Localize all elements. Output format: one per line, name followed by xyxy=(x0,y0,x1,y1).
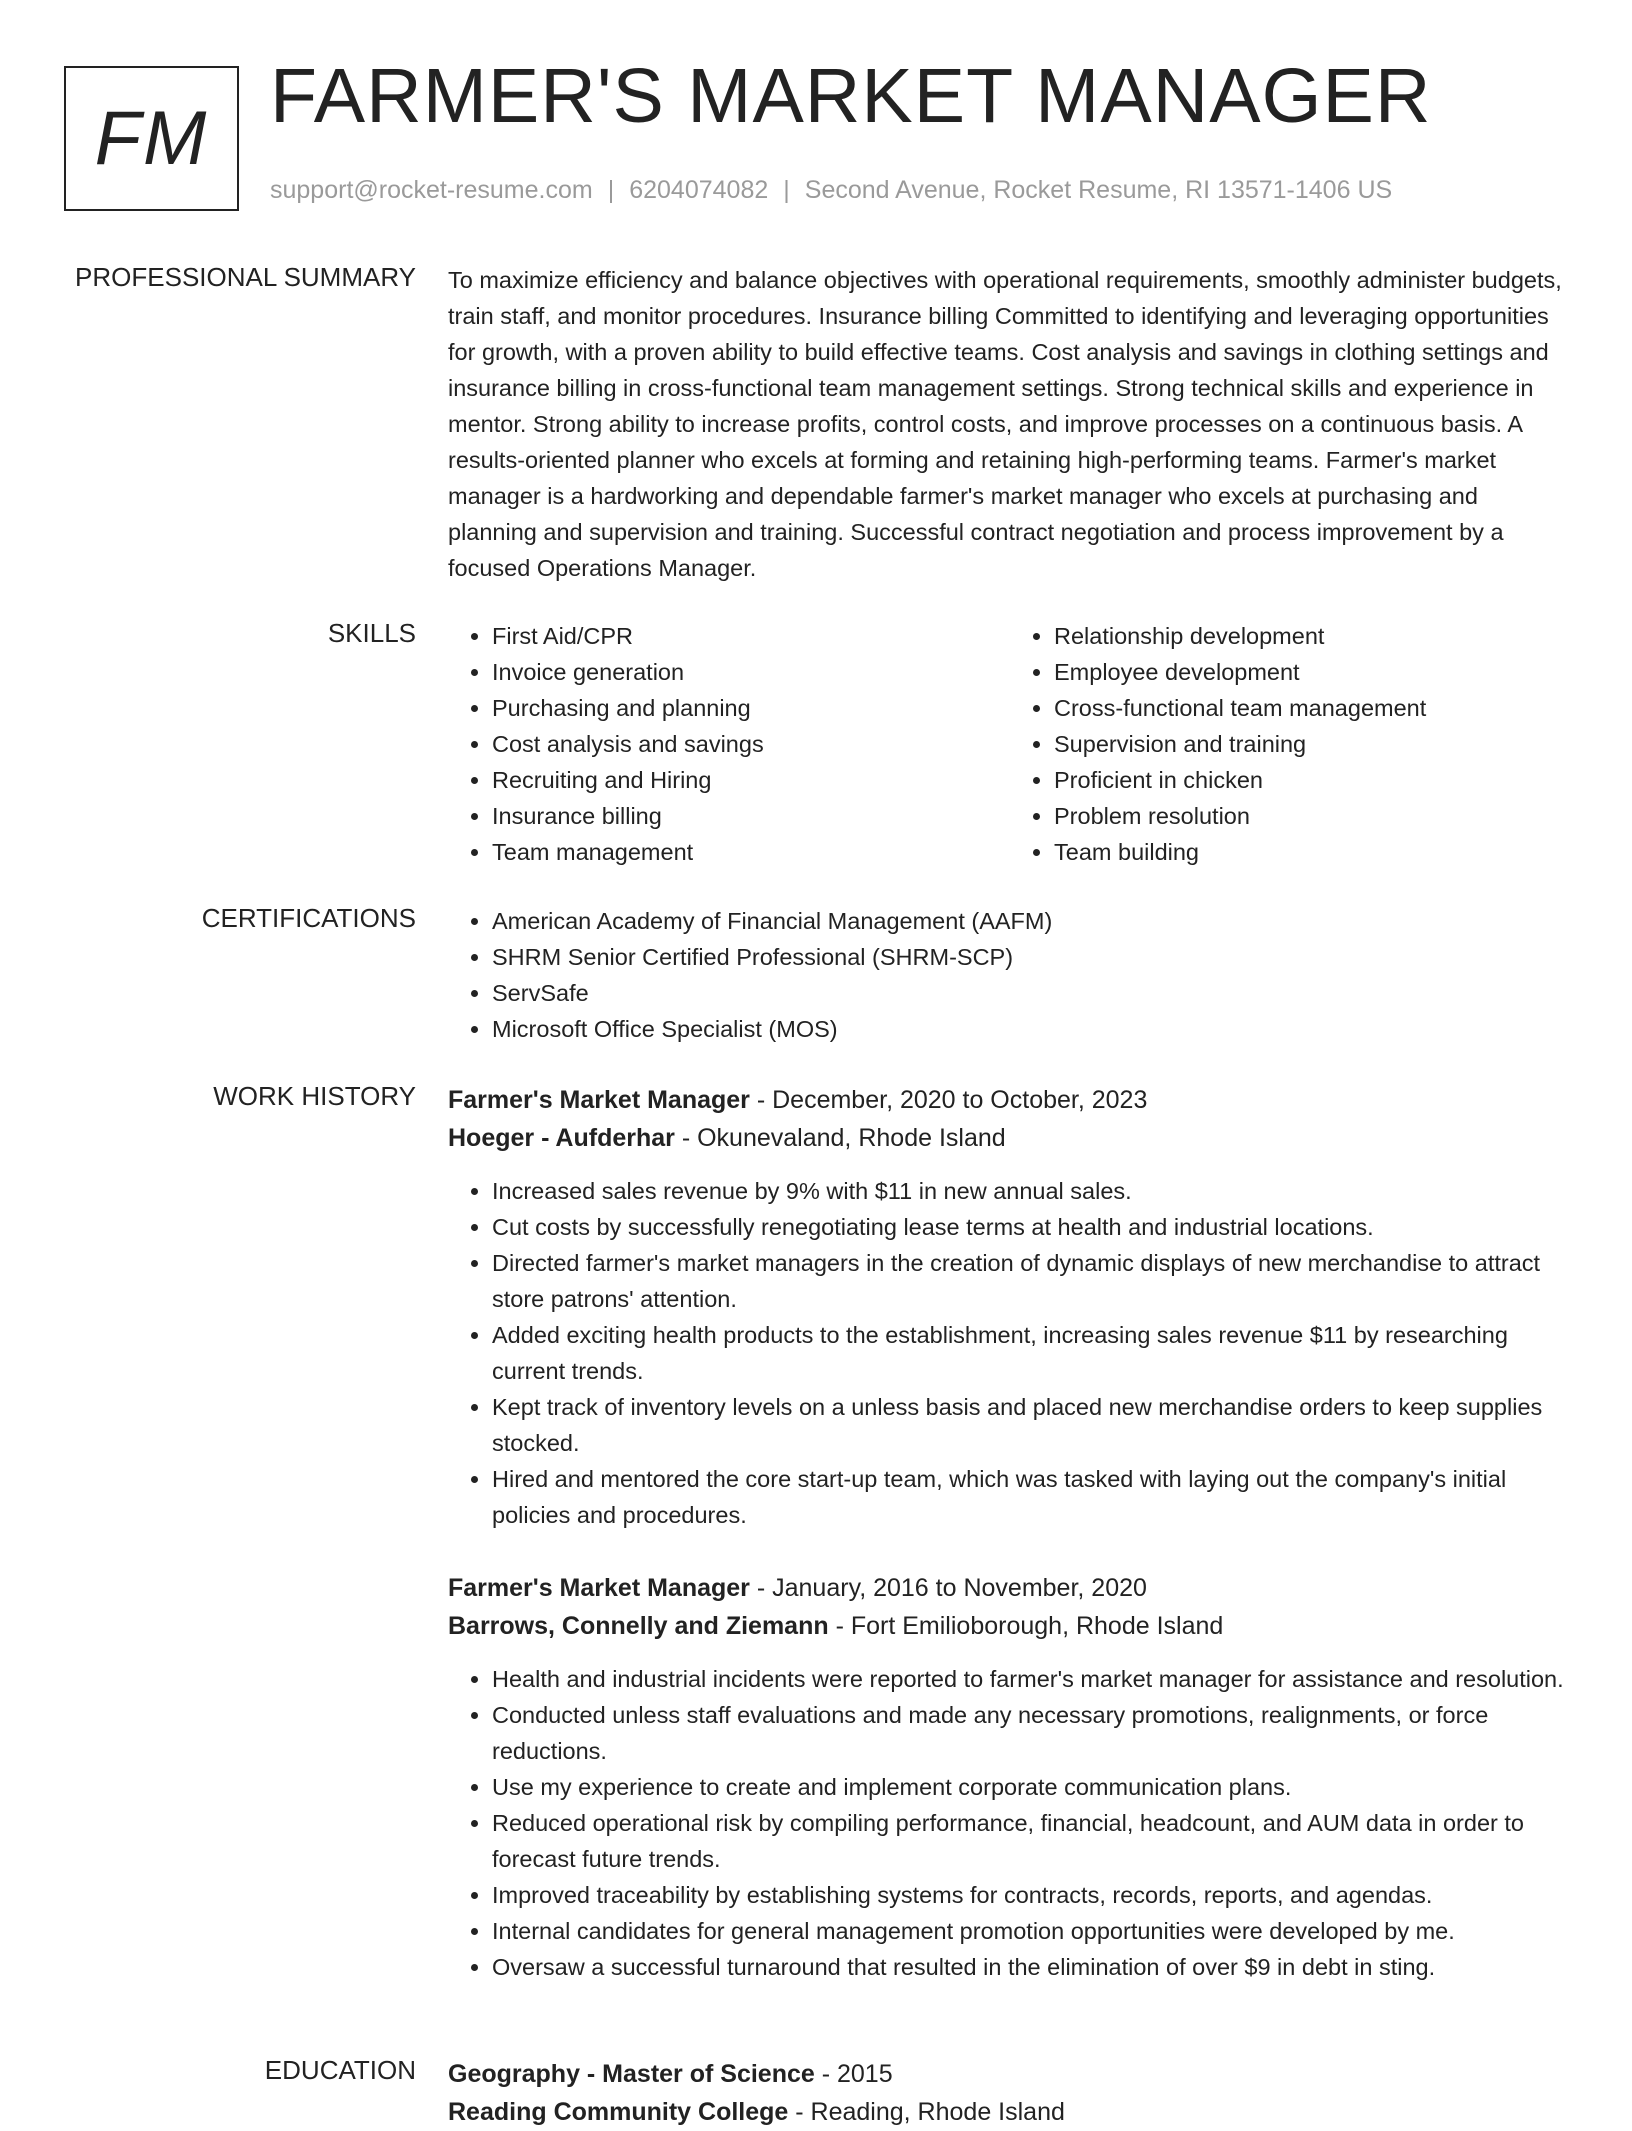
education-location: - Reading, Rhode Island xyxy=(788,2098,1065,2126)
contact-separator: | xyxy=(607,176,615,204)
job-title-line xyxy=(448,1569,1572,1607)
certifications-label: CERTIFICATIONS xyxy=(201,903,416,933)
job-bullet: • Internal candidates for general management promotion opportunities were developed by me. xyxy=(492,1913,1572,1949)
contact-separator: | xyxy=(783,176,790,204)
skills-content xyxy=(448,618,1572,870)
job-company: Barrows, Connelly and Ziemann xyxy=(448,1612,829,1640)
monogram-initials: FM xyxy=(94,96,209,181)
monogram-box xyxy=(64,66,239,211)
summary-text: To maximize efficiency and balance objectives with operational requirements, smoothly administer budgets, train staff, and monitor procedures. Insurance billing Committed to identifying and leveraging opportunities for growth, with a proven ability to build effective teams. Cost analysis and savings in clothing settings and insurance billing in cross-functional team management settings. Strong technical skills and experience in mentor. Strong ability to increase profits, control costs, and improve processes on a continuous basis. A results-oriented planner who excels at forming and retaining high-performing teams. Farmer's market manager is a hardworking and dependable farmer's market manager who excels at purchasing and planning and supervision and training. Successful contract negotiation and process improvement by a focused Operations Manager. xyxy=(448,267,1562,581)
education-label: EDUCATION xyxy=(264,2055,416,2085)
job-bullet: • Improved traceability by establishing systems for contracts, records, reports, and agendas. xyxy=(492,1877,1572,1913)
certifications-content xyxy=(448,903,1572,1047)
skill-item: • Problem resolution xyxy=(1054,798,1572,834)
education-school: Reading Community College xyxy=(448,2098,789,2126)
resume-title: FARMER'S MARKET MANAGER xyxy=(270,53,1432,139)
job-title-line xyxy=(448,1081,1572,1119)
skill-item: • Supervision and training xyxy=(1054,726,1572,762)
job-bullets xyxy=(448,1661,1572,1985)
certification-item: • ServSafe xyxy=(492,975,1572,1011)
job-bullets xyxy=(448,1173,1572,1533)
job-bullet: • Increased sales revenue by 9% with $11 in new annual sales. xyxy=(492,1173,1572,1209)
education-school-line xyxy=(448,2093,1572,2131)
job-bullet: • Kept track of inventory levels on a unless basis and placed new merchandise orders to keep supplies stocked. xyxy=(492,1389,1572,1461)
work-history-content xyxy=(448,1569,1572,1985)
job-bullet: • Health and industrial incidents were reported to farmer's market manager for assistance and resolution. xyxy=(492,1661,1572,1697)
skill-item: • Proficient in chicken xyxy=(1054,762,1572,798)
skill-item: • Invoice generation xyxy=(492,654,1010,690)
summary-label: PROFESSIONAL SUMMARY xyxy=(75,262,416,292)
certification-item: • American Academy of Financial Management (AAFM) xyxy=(492,903,1572,939)
skill-item: • Cross-functional team management xyxy=(1054,690,1572,726)
certification-item: • SHRM Senior Certified Professional (SHRM-SCP) xyxy=(492,939,1572,975)
contact-phone[interactable]: 6204074082 xyxy=(629,176,769,204)
skill-item: • Cost analysis and savings xyxy=(492,726,1010,762)
job-location: - Fort Emilioborough, Rhode Island xyxy=(828,1612,1224,1640)
job-bullet: • Added exciting health products to the establishment, increasing sales revenue $11 by researching current trends. xyxy=(492,1317,1572,1389)
skill-item: • Team management xyxy=(492,834,1010,870)
job-dates: - January, 2016 to November, 2020 xyxy=(749,1574,1147,1602)
job-company-line xyxy=(448,1607,1572,1645)
skill-item: • Employee development xyxy=(1054,654,1572,690)
job-company: Hoeger - Aufderhar xyxy=(448,1124,675,1152)
job-title: Farmer's Market Manager xyxy=(448,1086,750,1114)
job-bullet: • Hired and mentored the core start-up team, which was tasked with laying out the company's initial policies and procedures. xyxy=(492,1461,1572,1533)
skill-item: • Purchasing and planning xyxy=(492,690,1010,726)
skill-item: • Relationship development xyxy=(1054,618,1572,654)
job-company-line xyxy=(448,1119,1572,1157)
job-bullet: • Directed farmer's market managers in the creation of dynamic displays of new merchandise to attract store patrons' attention. xyxy=(492,1245,1572,1317)
skills-list-left xyxy=(448,618,1010,870)
skills-label: SKILLS xyxy=(327,618,416,648)
job-title: Farmer's Market Manager xyxy=(448,1574,750,1602)
job-bullet: • Conducted unless staff evaluations and made any necessary promotions, realignments, or force reductions. xyxy=(492,1697,1572,1769)
job-entry xyxy=(448,1569,1572,1985)
contact-line xyxy=(270,176,1392,205)
skill-item: • Team building xyxy=(1054,834,1572,870)
job-bullet: • Use my experience to create and implement corporate communication plans. xyxy=(492,1769,1572,1805)
skill-item: • Recruiting and Hiring xyxy=(492,762,1010,798)
work-history-label: WORK HISTORY xyxy=(213,1081,416,1111)
job-bullet: • Oversaw a successful turnaround that resulted in the elimination of over $9 in debt in sting. xyxy=(492,1949,1572,1985)
skill-item: • Insurance billing xyxy=(492,798,1010,834)
job-entry xyxy=(448,1081,1572,1533)
job-dates: - December, 2020 to October, 2023 xyxy=(749,1086,1148,1114)
job-bullet: • Cut costs by successfully renegotiating lease terms at health and industrial locations. xyxy=(492,1209,1572,1245)
job-location: - Okunevaland, Rhode Island xyxy=(674,1124,1006,1152)
work-history-content xyxy=(448,1081,1572,1533)
education-content xyxy=(448,2055,1572,2131)
education-year: - 2015 xyxy=(814,2060,893,2088)
contact-email[interactable]: support@rocket-resume.com xyxy=(270,176,593,204)
education-degree: Geography - Master of Science xyxy=(448,2060,815,2088)
certification-item: • Microsoft Office Specialist (MOS) xyxy=(492,1011,1572,1047)
summary-content xyxy=(448,262,1572,586)
certifications-list xyxy=(448,903,1572,1047)
contact-address: Second Avenue, Rocket Resume, RI 13571-1406 US xyxy=(804,176,1393,204)
skills-list-right xyxy=(1010,618,1572,870)
education-degree-line xyxy=(448,2055,1572,2093)
job-bullet: • Reduced operational risk by compiling performance, financial, headcount, and AUM data in order to forecast future trends. xyxy=(492,1805,1572,1877)
skill-item: • First Aid/CPR xyxy=(492,618,1010,654)
